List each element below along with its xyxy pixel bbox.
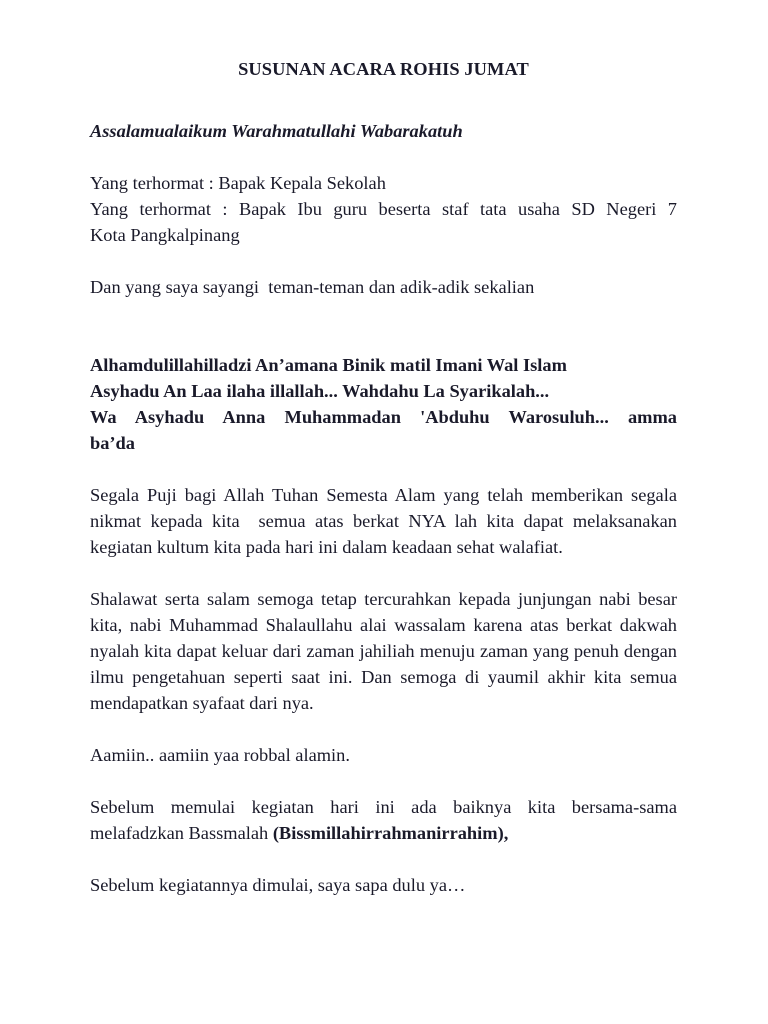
opening-prayer [90, 352, 677, 456]
closing-line: Sebelum kegiatannya dimulai, saya sapa dulu ya… [90, 875, 466, 895]
honorific-teachers-cont: Kota Pangkalpinang [90, 225, 240, 245]
document-page [90, 56, 682, 924]
opening-prayer-line-2: Asyhadu An Laa ilaha illallah... Wahdahu La Syarikalah... [90, 381, 550, 401]
opening-prayer-line-3: Wa Asyhadu Anna Muhammadan 'Abduhu Warosuluh... amma [90, 407, 677, 427]
bismillah-text: Sebelum memulai kegiatan hari ini ada baiknya kita bersama-sama melafadzkan Bassmalah [90, 797, 682, 843]
paragraph-shalawat: Shalawat serta salam semoga tetap tercurahkan kepada junjungan nabi besar kita, nabi Muhammad Shalaullahu alai wassalam karena atas berkat dakwah nyalah kita dapat keluar dari zaman jahiliah menuju zaman yang penuh dengan ilmu pengetahuan seperti saat ini. Dan semoga di yaumil akhir kita semua mendapatkan syafaat dari nya. [90, 589, 677, 713]
document-title: SUSUNAN ACARA ROHIS JUMAT [238, 59, 529, 79]
honorific-teachers: Yang terhormat : Bapak Ibu guru beserta staf tata usaha SD Negeri 7 [90, 199, 677, 219]
paragraph-praise: Segala Puji bagi Allah Tuhan Semesta Alam yang telah memberikan segala nikmat kepada kita semua atas berkat NYA lah kita dapat melaksanakan kegiatan kultum kita pada hari ini dalam keadaan sehat walafiat. [90, 485, 682, 557]
amen-line: Aamiin.. aamiin yaa robbal alamin. [90, 745, 350, 765]
honorific-principal: Yang terhormat : Bapak Kepala Sekolah [90, 173, 386, 193]
audience-greeting: Dan yang saya sayangi teman-teman dan adik-adik sekalian [90, 277, 535, 297]
opening-prayer-line-4: ba’da [90, 433, 135, 453]
greeting: Assalamualaikum Warahmatullahi Wabarakatuh [90, 121, 463, 141]
opening-prayer-line-1: Alhamdulillahilladzi An’amana Binik matil Imani Wal Islam [90, 355, 567, 375]
bismillah-bold: (Bissmillahirrahmanirrahim), [272, 823, 509, 843]
honorifics-block [90, 170, 677, 248]
paragraph-bismillah [90, 794, 682, 846]
